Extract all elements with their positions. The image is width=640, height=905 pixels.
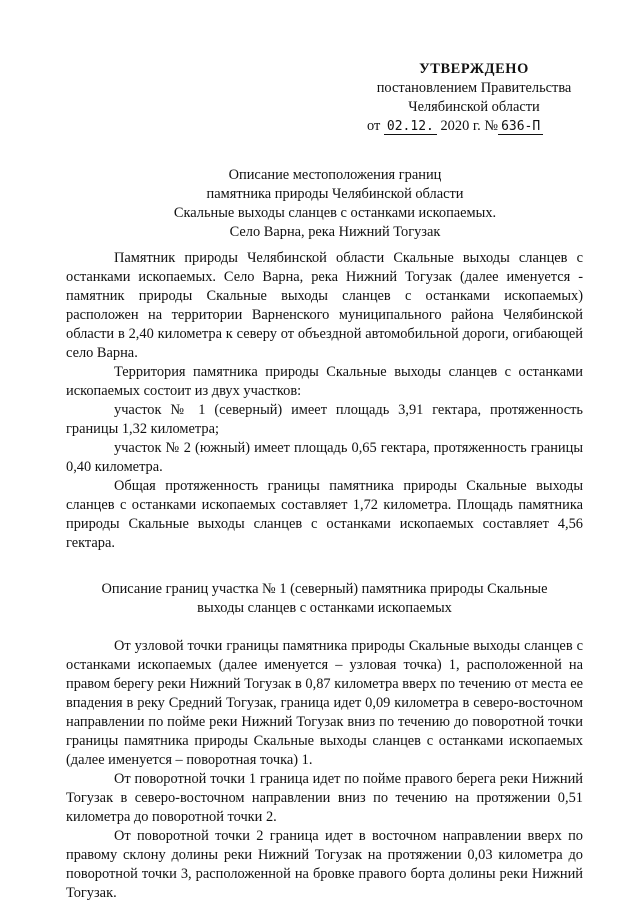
section-heading-line-1: Описание границ участка № 1 (северный) памятника природы Скальные bbox=[101, 581, 548, 597]
paragraph-totals: Общая протяженность границы памятника природы Скальные выходы сланцев с останками ископаемых составляет 1,72 километра. Площадь памятника природы Скальные выходы сланцев с останками ископаемых составляет 4,56 гектара. bbox=[66, 478, 583, 551]
decree-date: 02.12. bbox=[384, 119, 437, 135]
section-paragraph-1: От узловой точки границы памятника природы Скальные выходы сланцев с останками ископаемых (далее именуется – узловая точка) 1, расположенной на правом берегу реки Нижний Тогузак в 0,87 километра вверх по течению от места ее впадения в реку Средний Тогузак, граница идет 0,09 километра в северо-восточном направлении по пойме реки Нижний Тогузак вниз по течению до поворотной точки границы памятника природы Скальные выходы сланцев с останками ископаемых (далее именуется – поворотная точка) 1. bbox=[66, 638, 583, 768]
paragraph-plot-1: участок № 1 (северный) имеет площадь 3,91 гектара, протяженность границы 1,32 километра; bbox=[66, 402, 583, 437]
document-body bbox=[66, 249, 583, 903]
decree-reference bbox=[363, 117, 585, 136]
decree-year: 2020 г. № bbox=[440, 118, 499, 134]
paragraph-territory: Территория памятника природы Скальные выходы сланцев с останками ископаемых состоит из двух участков: bbox=[66, 364, 583, 399]
approved-heading: УТВЕРЖДЕНО bbox=[419, 61, 529, 77]
decree-number: 636-П bbox=[498, 119, 543, 135]
approval-stamp bbox=[363, 60, 585, 136]
section-paragraph-3: От поворотной точки 2 граница идет в восточном направлении вверх по правому склону долины реки Нижний Тогузак на протяжении 0,03 километра до поворотной точки 3, расположенной на бровке правого борта долины реки Нижний Тогузак. bbox=[66, 828, 583, 901]
section-heading bbox=[66, 580, 583, 618]
decree-prefix: от bbox=[367, 118, 381, 134]
title-line-2: памятника природы Челябинской области bbox=[206, 186, 464, 202]
title-line-1: Описание местоположения границ bbox=[228, 167, 442, 183]
paragraph-intro: Памятник природы Челябинской области Скальные выходы сланцев с останками ископаемых. Село Варна, река Нижний Тогузак (далее именуется - памятник природы Скальные выходы сланцев с останками ископаемых) расположен на территории Варненского муниципального района Челябинской области в 2,40 километра к северу от объездной автомобильной дороги, огибающей село Варна. bbox=[66, 250, 583, 361]
paragraph-plot-2: участок № 2 (южный) имеет площадь 0,65 гектара, протяженность границы 0,40 километра. bbox=[66, 440, 583, 475]
approval-line-government: постановлением Правительства bbox=[376, 80, 572, 96]
title-line-3: Скальные выходы сланцев с останками ископаемых. bbox=[173, 205, 497, 221]
section-heading-line-2: выходы сланцев с останками ископаемых bbox=[197, 600, 452, 616]
title-line-4: Село Варна, река Нижний Тогузак bbox=[229, 224, 441, 240]
document-title bbox=[150, 166, 520, 242]
section-paragraph-2: От поворотной точки 1 граница идет по пойме правого берега реки Нижний Тогузак в северо-восточном направлении вниз по течению на протяжении 0,51 километра до поворотной точки 2. bbox=[66, 771, 583, 825]
approval-line-region: Челябинской области bbox=[408, 99, 540, 115]
